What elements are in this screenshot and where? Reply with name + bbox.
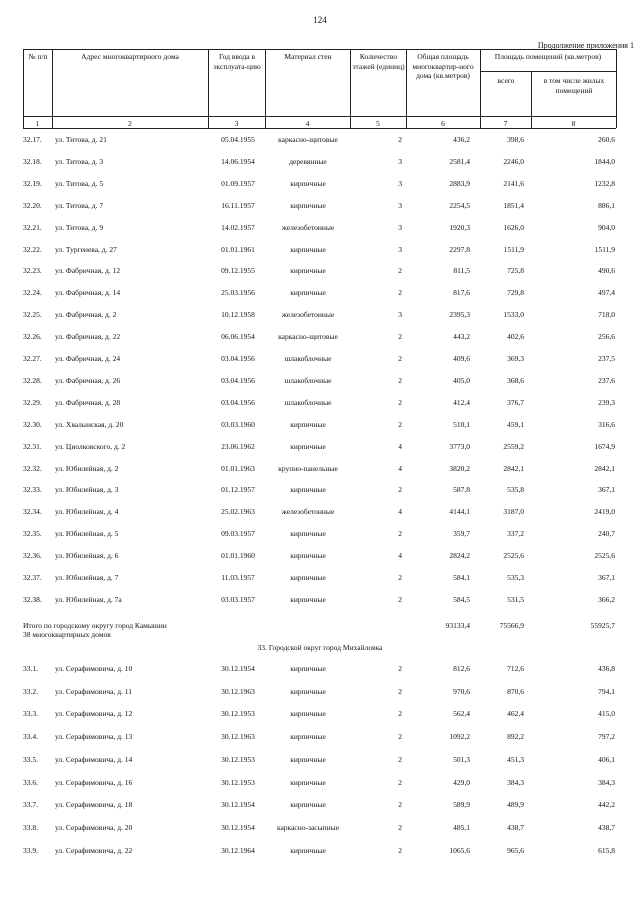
cell-address: ул. Фабричная, д. 24	[55, 354, 121, 363]
cell-total: 587,8	[453, 485, 470, 494]
cell-total: 429,0	[453, 778, 470, 787]
column-number: 5	[376, 119, 380, 128]
cell-total: 3773,0	[449, 442, 470, 451]
cell-address: ул. Титова, д. 7	[55, 201, 104, 210]
cell-floors: 2	[398, 732, 402, 741]
cell-address: ул. Серафимовича, д. 22	[55, 846, 133, 855]
total-label	[23, 621, 167, 639]
cell-floors: 3	[398, 310, 402, 319]
cell-date: 14.06.1954	[221, 157, 255, 166]
cell-all: 2246,0	[503, 157, 524, 166]
cell-living: 239,3	[598, 398, 615, 407]
cell-floors: 2	[398, 709, 402, 718]
cell-total: 812,6	[453, 664, 470, 673]
cell-living: 718,0	[598, 310, 615, 319]
cell-all: 892,2	[507, 732, 524, 741]
cell-date: 09.03.1957	[221, 529, 255, 538]
cell-total: 584,5	[453, 595, 470, 604]
cell-all: 2525,6	[503, 551, 524, 560]
cell-address: ул. Серафимовича, д. 16	[55, 778, 133, 787]
cell-total: 443,2	[453, 332, 470, 341]
cell-num: 33.5.	[23, 755, 38, 764]
total-label-line2: 38 многоквартирных домов	[23, 630, 111, 639]
cell-material: кирпичные	[290, 485, 326, 494]
cell-address: ул. Циолковского, д. 2	[55, 442, 126, 451]
cell-all: 870,6	[507, 687, 524, 696]
cell-address: ул. Юбилейная, д. 5	[55, 529, 119, 538]
cell-all: 402,6	[507, 332, 524, 341]
cell-floors: 2	[398, 595, 402, 604]
cell-total: 501,3	[453, 755, 470, 764]
cell-material: кирпичные	[290, 420, 326, 429]
cell-floors: 2	[398, 376, 402, 385]
cell-floors: 2	[398, 288, 402, 297]
cell-living: 1511,9	[594, 245, 615, 254]
cell-date: 01.01.1963	[221, 464, 255, 473]
cell-material: кирпичные	[290, 664, 326, 673]
cell-total: 359,7	[453, 529, 470, 538]
cell-date: 14.02.1957	[221, 223, 255, 232]
cell-floors: 2	[398, 398, 402, 407]
cell-all: 369,3	[507, 354, 524, 363]
cell-date: 10.12.1958	[221, 310, 255, 319]
cell-all: 1626,0	[503, 223, 524, 232]
cell-total: 436,2	[453, 135, 470, 144]
cell-living: 237,6	[598, 376, 615, 385]
cell-all: 337,2	[507, 529, 524, 538]
cell-date: 03.04.1956	[221, 398, 255, 407]
cell-all: 368,6	[507, 376, 524, 385]
cell-total: 811,5	[453, 266, 470, 275]
cell-date: 30.12.1963	[221, 687, 255, 696]
cell-total: 2297,8	[449, 245, 470, 254]
cell-total: 970,6	[453, 687, 470, 696]
cell-living: 240,7	[598, 529, 615, 538]
cell-material: кирпичные	[290, 687, 326, 696]
cell-living: 256,6	[598, 332, 615, 341]
cell-total: 562,4	[453, 709, 470, 718]
cell-num: 33.8.	[23, 823, 38, 832]
cell-num: 32.21.	[23, 223, 42, 232]
cell-total: 2824,2	[449, 551, 470, 560]
cell-floors: 4	[398, 442, 402, 451]
cell-material: кирпичные	[290, 846, 326, 855]
cell-living: 497,4	[598, 288, 615, 297]
cell-total: 1092,2	[449, 732, 470, 741]
cell-num: 32.27.	[23, 354, 42, 363]
cell-floors: 2	[398, 846, 402, 855]
cell-date: 30.12.1954	[221, 823, 255, 832]
cell-material: кирпичные	[290, 201, 326, 210]
cell-material: каркасно-щитовые	[278, 135, 338, 144]
cell-address: ул. Серафимовича, д. 14	[55, 755, 133, 764]
cell-living: 797,2	[598, 732, 615, 741]
cell-material: кирпичные	[290, 266, 326, 275]
cell-address: ул. Серафимовича, д. 20	[55, 823, 133, 832]
cell-floors: 2	[398, 778, 402, 787]
cell-num: 32.31.	[23, 442, 42, 451]
cell-address: ул. Фабричная, д. 2	[55, 310, 117, 319]
cell-floors: 3	[398, 179, 402, 188]
cell-num: 32.36.	[23, 551, 42, 560]
cell-num: 32.25.	[23, 310, 42, 319]
cell-date: 01.09.1957	[221, 179, 255, 188]
cell-num: 33.1.	[23, 664, 38, 673]
section-title: 33. Городской округ город Михайловка	[257, 643, 383, 652]
cell-total: 589,9	[453, 800, 470, 809]
cell-date: 30.12.1953	[221, 755, 255, 764]
cell-material: кирпичные	[290, 595, 326, 604]
cell-all: 438,7	[507, 823, 524, 832]
cell-all: 459,1	[507, 420, 524, 429]
cell-material: шлакоблочные	[284, 376, 332, 385]
cell-all: 3187,0	[503, 507, 524, 516]
cell-living: 2842,1	[594, 464, 615, 473]
cell-floors: 2	[398, 420, 402, 429]
cell-living: 1844,0	[594, 157, 615, 166]
cell-num: 33.3.	[23, 709, 38, 718]
cell-floors: 3	[398, 201, 402, 210]
header-all: всего	[497, 76, 515, 85]
cell-address: ул. Титова, д. 9	[55, 223, 104, 232]
cell-num: 32.32.	[23, 464, 42, 473]
total-living-sum: 55925,7	[590, 621, 615, 630]
cell-all: 535,3	[507, 573, 524, 582]
total-area-sum: 93133,4	[445, 621, 470, 630]
cell-floors: 2	[398, 755, 402, 764]
cell-num: 33.9.	[23, 846, 38, 855]
cell-material: кирпичные	[290, 529, 326, 538]
cell-floors: 2	[398, 664, 402, 673]
cell-living: 886,1	[598, 201, 615, 210]
cell-total: 409,6	[453, 354, 470, 363]
cell-num: 32.34.	[23, 507, 42, 516]
cell-material: железобетонные	[281, 507, 335, 516]
cell-date: 30.12.1963	[221, 732, 255, 741]
cell-floors: 4	[398, 507, 402, 516]
cell-material: шлакоблочные	[284, 398, 332, 407]
cell-address: ул. Фабричная, д. 14	[55, 288, 121, 297]
cell-address: ул. Фабричная, д. 26	[55, 376, 121, 385]
cell-all: 1533,0	[503, 310, 524, 319]
cell-material: каркасно-засыпные	[276, 823, 340, 832]
cell-num: 32.33.	[23, 485, 42, 494]
cell-address: ул. Юбилейная, д. 7	[55, 573, 119, 582]
cell-num: 32.26.	[23, 332, 42, 341]
cell-total: 412,4	[453, 398, 470, 407]
column-number: 6	[441, 119, 445, 128]
cell-floors: 2	[398, 485, 402, 494]
cell-all: 965,6	[507, 846, 524, 855]
page-number: 124	[313, 15, 327, 25]
cell-living: 436,8	[598, 664, 615, 673]
header-premises-area: Площадь помещений (кв.метров)	[494, 52, 602, 61]
cell-num: 33.4.	[23, 732, 38, 741]
cell-all: 1851,4	[503, 201, 524, 210]
cell-living: 442,2	[598, 800, 615, 809]
cell-num: 32.22.	[23, 245, 42, 254]
cell-all: 535,8	[507, 485, 524, 494]
cell-address: ул. Юбилейная, д. 2	[55, 464, 119, 473]
column-number: 7	[503, 119, 508, 128]
cell-material: кирпичные	[290, 551, 326, 560]
cell-living: 1674,9	[594, 442, 615, 451]
cell-material: кирпичные	[290, 179, 326, 188]
header-year: Год ввода в эксплуата-цию	[213, 52, 261, 71]
cell-total: 2883,9	[449, 179, 470, 188]
cell-address: ул. Тургенева, д. 27	[55, 245, 117, 254]
cell-total: 817,6	[453, 288, 470, 297]
cell-floors: 2	[398, 354, 402, 363]
cell-material: кирпичные	[290, 709, 326, 718]
cell-all: 725,8	[507, 266, 524, 275]
cell-all: 462,4	[507, 709, 524, 718]
cell-address: ул. Юбилейная, д. 7а	[55, 595, 122, 604]
cell-date: 01.12.1957	[221, 485, 255, 494]
cell-address: ул. Серафимовича, д. 13	[55, 732, 133, 741]
cell-floors: 4	[398, 464, 402, 473]
header-living: в том числе жилых помещений	[543, 76, 605, 95]
cell-date: 11.03.1957	[221, 573, 255, 582]
cell-floors: 2	[398, 687, 402, 696]
cell-num: 32.18.	[23, 157, 42, 166]
cell-date: 25.02.1963	[221, 507, 255, 516]
cell-all: 2141,6	[503, 179, 524, 188]
cell-total: 485,1	[453, 823, 470, 832]
cell-living: 794,1	[598, 687, 615, 696]
cell-date: 30.12.1964	[221, 846, 255, 855]
cell-living: 367,1	[598, 573, 615, 582]
header-material: Материал стен	[284, 52, 332, 61]
cell-date: 01.01.1960	[221, 551, 255, 560]
cell-all: 384,3	[507, 778, 524, 787]
cell-all: 451,3	[507, 755, 524, 764]
cell-living: 1232,8	[594, 179, 615, 188]
cell-material: кирпичные	[290, 245, 326, 254]
cell-all: 712,6	[507, 664, 524, 673]
cell-num: 32.19.	[23, 179, 42, 188]
cell-address: ул. Юбилейная, д. 6	[55, 551, 119, 560]
continuation-note: Продолжение приложения 1	[537, 41, 634, 50]
column-number: 1	[35, 119, 40, 128]
cell-material: шлакоблочные	[284, 354, 332, 363]
cell-floors: 2	[398, 800, 402, 809]
cell-floors: 2	[398, 266, 402, 275]
cell-material: деревянные	[289, 157, 327, 166]
cell-address: ул. Хвалынская, д. 20	[55, 420, 124, 429]
cell-num: 33.6.	[23, 778, 38, 787]
cell-date: 03.03.1960	[221, 420, 255, 429]
cell-total: 1065,6	[449, 846, 470, 855]
cell-address: ул. Серафимовича, д. 12	[55, 709, 133, 718]
cell-all: 1511,9	[503, 245, 524, 254]
cell-date: 16.11.1957	[221, 201, 255, 210]
cell-address: ул. Фабричная, д. 22	[55, 332, 121, 341]
cell-date: 05.04.1955	[221, 135, 255, 144]
cell-address: ул. Юбилейная, д. 3	[55, 485, 119, 494]
header-address: Адрес многоквартирного дома	[81, 52, 179, 61]
cell-all: 398,6	[507, 135, 524, 144]
cell-num: 32.28.	[23, 376, 42, 385]
cell-living: 415,0	[598, 709, 615, 718]
cell-material: кирпичные	[290, 442, 326, 451]
cell-living: 2419,0	[594, 507, 615, 516]
cell-living: 384,3	[598, 778, 615, 787]
cell-date: 01.01.1961	[221, 245, 255, 254]
cell-all: 2559,2	[503, 442, 524, 451]
cell-material: кирпичные	[290, 778, 326, 787]
cell-num: 33.2.	[23, 687, 38, 696]
cell-date: 23.06.1962	[221, 442, 255, 451]
cell-material: кирпичные	[290, 755, 326, 764]
cell-material: кирпичные	[290, 573, 326, 582]
cell-address: ул. Юбилейная, д. 4	[55, 507, 119, 516]
cell-material: крупно-панельные	[278, 464, 338, 473]
cell-num: 32.30.	[23, 420, 42, 429]
cell-address: ул. Серафимовича, д. 10	[55, 664, 133, 673]
cell-total: 2581,4	[449, 157, 470, 166]
cell-num: 32.29.	[23, 398, 42, 407]
cell-material: железобетонные	[281, 223, 335, 232]
cell-address: ул. Фабричная, д. 28	[55, 398, 121, 407]
cell-material: железобетонные	[281, 310, 335, 319]
cell-living: 260,6	[598, 135, 615, 144]
cell-living: 237,5	[598, 354, 615, 363]
cell-living: 366,2	[598, 595, 615, 604]
cell-living: 438,7	[598, 823, 615, 832]
cell-address: ул. Титова, д. 21	[55, 135, 107, 144]
cell-living: 904,0	[598, 223, 615, 232]
cell-material: кирпичные	[290, 800, 326, 809]
cell-all: 376,7	[507, 398, 524, 407]
cell-date: 30.12.1953	[221, 709, 255, 718]
cell-floors: 2	[398, 573, 402, 582]
cell-material: кирпичные	[290, 732, 326, 741]
cell-num: 32.23.	[23, 266, 42, 275]
cell-address: ул. Серафимовича, д. 11	[55, 687, 132, 696]
cell-total: 4144,1	[449, 507, 470, 516]
cell-total: 510,1	[453, 420, 470, 429]
column-number: 3	[234, 119, 239, 128]
cell-total: 2254,5	[449, 201, 470, 210]
header-floors: Количество этажей (единиц)	[352, 52, 405, 71]
cell-num: 32.38.	[23, 595, 42, 604]
cell-date: 25.03.1956	[221, 288, 255, 297]
cell-date: 09.12.1955	[221, 266, 255, 275]
cell-living: 615,8	[598, 846, 615, 855]
cell-floors: 3	[398, 245, 402, 254]
cell-total: 405,0	[453, 376, 470, 385]
cell-num: 32.17.	[23, 135, 42, 144]
cell-date: 06.06.1954	[221, 332, 255, 341]
cell-total: 2395,3	[449, 310, 470, 319]
column-number: 4	[305, 119, 310, 128]
cell-floors: 2	[398, 332, 402, 341]
cell-all: 489,9	[507, 800, 524, 809]
cell-num: 32.37.	[23, 573, 42, 582]
cell-all: 2842,1	[503, 464, 524, 473]
cell-num: 32.35.	[23, 529, 42, 538]
cell-floors: 2	[398, 135, 402, 144]
cell-material: каркасно-щитовые	[278, 332, 338, 341]
cell-date: 30.12.1954	[221, 800, 255, 809]
cell-num: 33.7.	[23, 800, 38, 809]
column-number: 2	[128, 119, 132, 128]
cell-floors: 2	[398, 823, 402, 832]
cell-address: ул. Титова, д. 5	[55, 179, 104, 188]
cell-all: 531,5	[507, 595, 524, 604]
cell-address: ул. Титова, д. 3	[55, 157, 104, 166]
cell-address: ул. Серафимовича, д. 18	[55, 800, 133, 809]
cell-date: 30.12.1954	[221, 664, 255, 673]
cell-total: 1920,3	[449, 223, 470, 232]
cell-all: 729,8	[507, 288, 524, 297]
cell-material: кирпичные	[290, 288, 326, 297]
column-number: 8	[571, 119, 576, 128]
cell-total: 584,1	[453, 573, 470, 582]
cell-date: 03.04.1956	[221, 354, 255, 363]
cell-date: 03.04.1956	[221, 376, 255, 385]
cell-floors: 3	[398, 157, 402, 166]
header-num: № п/п	[28, 52, 48, 61]
total-all-sum: 75566,9	[499, 621, 524, 630]
cell-num: 32.24.	[23, 288, 42, 297]
cell-living: 316,6	[598, 420, 615, 429]
cell-living: 367,1	[598, 485, 615, 494]
cell-date: 03.03.1957	[221, 595, 255, 604]
cell-living: 2525,6	[594, 551, 615, 560]
cell-address: ул. Фабричная, д. 12	[55, 266, 121, 275]
cell-living: 490,6	[598, 266, 615, 275]
total-label-line1: Итого по городскому округу город Камышин	[23, 621, 167, 630]
cell-floors: 2	[398, 529, 402, 538]
cell-floors: 4	[398, 551, 402, 560]
cell-total: 3820,2	[449, 464, 470, 473]
cell-num: 32.20.	[23, 201, 42, 210]
header-total-area: Общая площадь многоквартир-ного дома (кв.метров)	[412, 52, 474, 80]
cell-date: 30.12.1953	[221, 778, 255, 787]
cell-living: 406,1	[598, 755, 615, 764]
cell-floors: 3	[398, 223, 402, 232]
